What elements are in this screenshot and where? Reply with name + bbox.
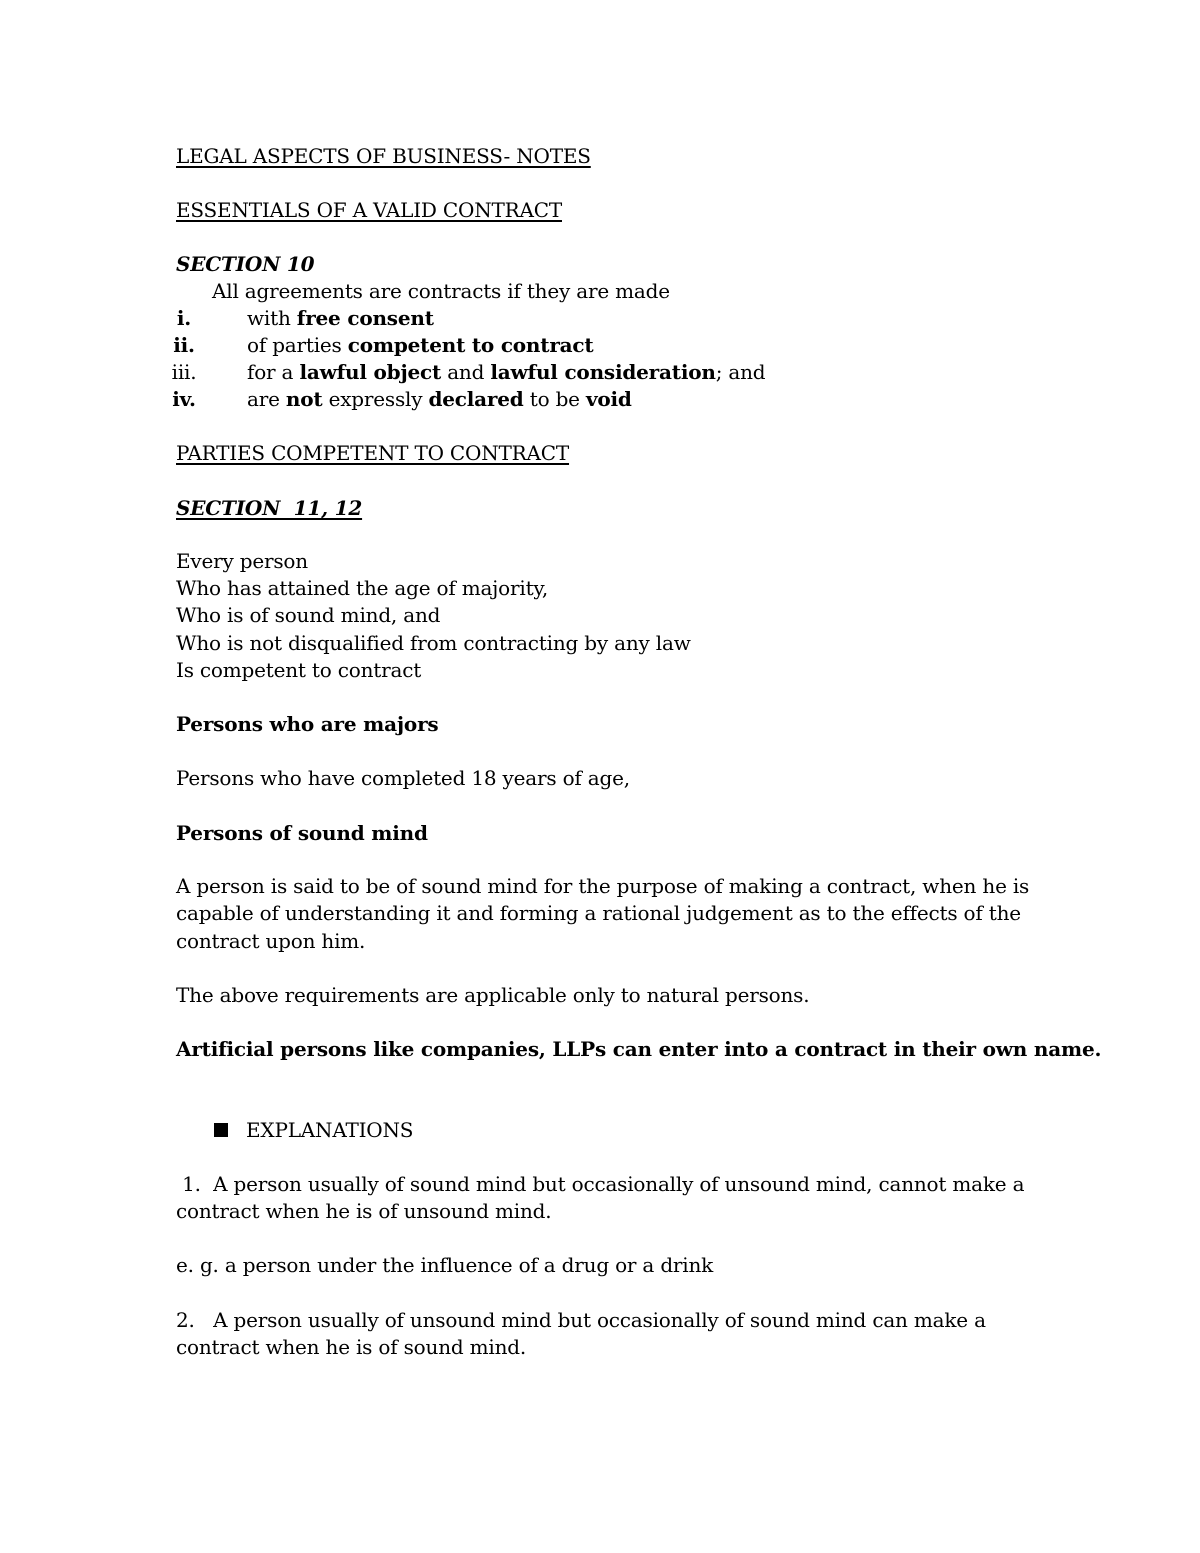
section-11-label: SECTION 11, 12	[176, 496, 363, 520]
list-text: and	[441, 360, 491, 384]
list-emphasis: void	[585, 387, 632, 411]
list-text: to be	[523, 387, 586, 411]
artificial-persons-note: Artificial persons like companies, LLPs can enter into a contract in their own name.	[176, 1037, 1102, 1061]
section-10-label: SECTION 10	[176, 252, 315, 276]
document-title: LEGAL ASPECTS OF BUSINESS- NOTES	[176, 144, 591, 168]
paragraph-line: Who has attained the age of majority,	[176, 576, 549, 600]
list-text: with	[247, 306, 297, 330]
paragraph-line: Is competent to contract	[176, 658, 422, 682]
list-number: i.	[176, 306, 192, 330]
paragraph-line: Who is of sound mind, and	[176, 603, 441, 627]
list-number: iii.	[171, 360, 197, 384]
heading-parties: PARTIES COMPETENT TO CONTRACT	[176, 441, 570, 465]
list-text: for a	[247, 360, 300, 384]
heading-explanations: EXPLANATIONS	[246, 1118, 414, 1142]
paragraph-line: Persons who have completed 18 years of age,	[176, 766, 630, 790]
paragraph-line: Every person	[176, 549, 308, 573]
paragraph-line: Who is not disqualified from contracting by any law	[176, 631, 691, 655]
heading-majors: Persons who are majors	[176, 712, 439, 736]
list-number: iv.	[172, 387, 196, 411]
list-text: of parties	[247, 333, 348, 357]
paragraph-line: contract when he is of sound mind.	[176, 1335, 527, 1359]
paragraph-line: e. g. a person under the influence of a drug or a drink	[176, 1253, 714, 1277]
list-text: expressly	[322, 387, 429, 411]
list-emphasis: competent to contract	[347, 333, 594, 357]
paragraph-line: contract when he is of unsound mind.	[176, 1199, 552, 1223]
paragraph-line: capable of understanding it and forming a rational judgement as to the effects of the	[176, 901, 1021, 925]
list-emphasis: lawful object	[299, 360, 442, 384]
paragraph-line: contract upon him.	[176, 929, 366, 953]
heading-essentials: ESSENTIALS OF A VALID CONTRACT	[176, 198, 562, 222]
section-10-intro: All agreements are contracts if they are made	[212, 279, 670, 303]
paragraph-line: A person is said to be of sound mind for the purpose of making a contract, when he is	[176, 874, 1030, 898]
heading-sound-mind: Persons of sound mind	[176, 821, 428, 845]
list-emphasis: declared	[428, 387, 524, 411]
square-bullet-icon	[214, 1123, 228, 1137]
list-text: are	[247, 387, 286, 411]
list-emphasis: free consent	[296, 306, 434, 330]
list-emphasis: not	[285, 387, 323, 411]
paragraph-line: 1. A person usually of sound mind but occasionally of unsound mind, cannot make a	[176, 1172, 1025, 1196]
list-number: ii.	[173, 333, 195, 357]
list-emphasis: lawful consideration	[490, 360, 716, 384]
paragraph-line: The above requirements are applicable only to natural persons.	[176, 983, 810, 1007]
list-text: ; and	[715, 360, 766, 384]
paragraph-line: 2. A person usually of unsound mind but occasionally of sound mind can make a	[176, 1308, 986, 1332]
